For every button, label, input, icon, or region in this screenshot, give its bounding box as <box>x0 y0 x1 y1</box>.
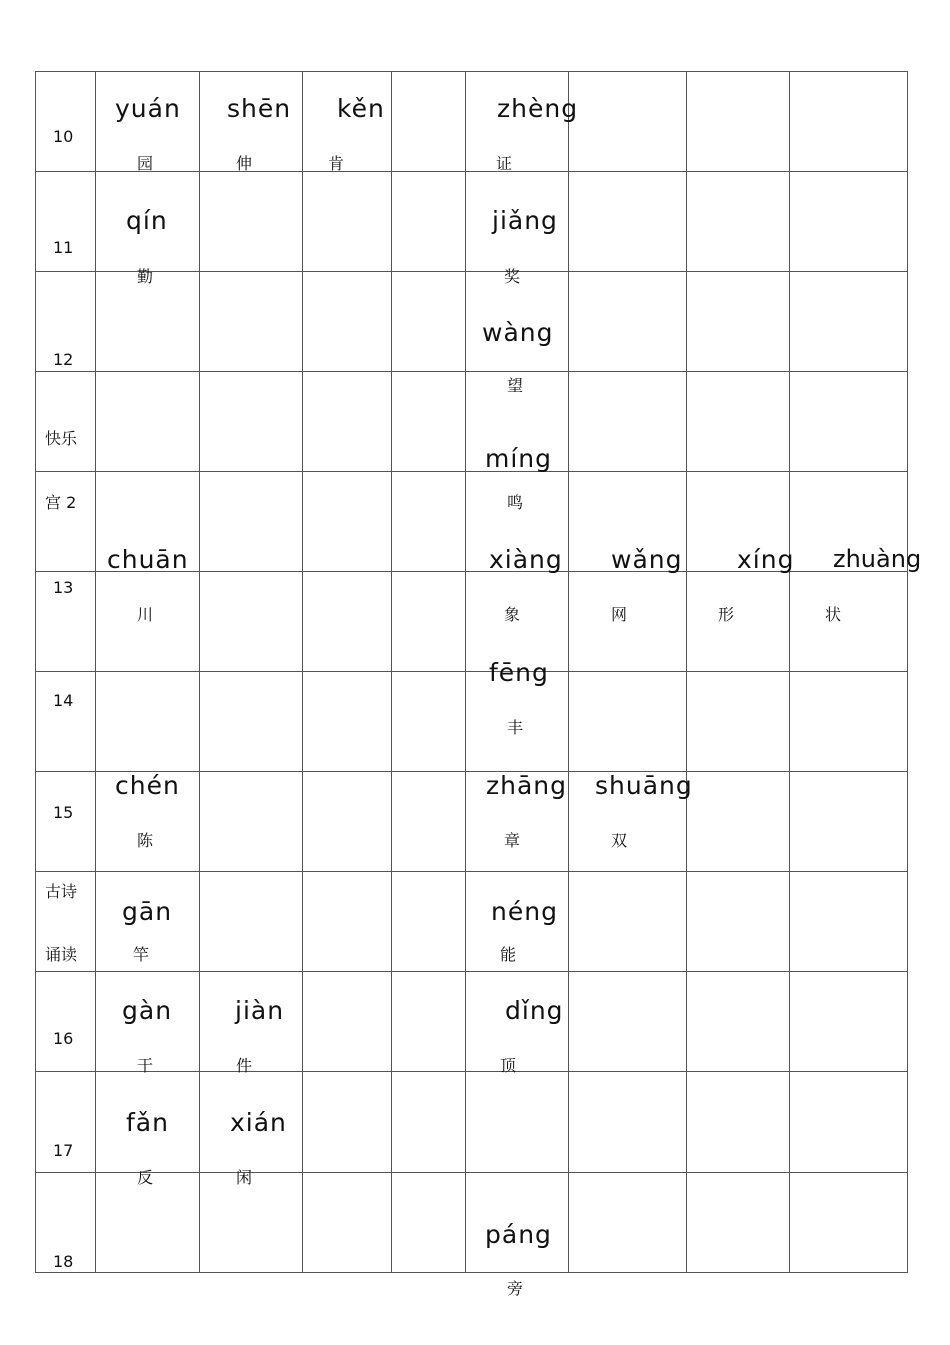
pinyin-text: chén <box>115 771 180 800</box>
hanzi-text: 川 <box>137 605 154 624</box>
hanzi-text: 奖 <box>504 267 521 286</box>
pinyin-text: gàn <box>122 996 173 1025</box>
hanzi-text: 顶 <box>500 1056 517 1075</box>
hanzi-text: 件 <box>236 1056 253 1075</box>
row-label: 16 <box>53 1029 74 1048</box>
grid-line <box>35 471 908 472</box>
hanzi-text: 竿 <box>133 945 150 964</box>
hanzi-text: 双 <box>611 831 628 850</box>
pinyin-text: wàng <box>482 318 554 347</box>
pinyin-text: jiǎng <box>492 206 558 235</box>
hanzi-text: 伸 <box>236 154 253 173</box>
grid-line <box>465 71 466 1273</box>
grid-line <box>686 71 687 1273</box>
row-label: 宫 2 <box>45 493 77 512</box>
grid-line <box>199 71 200 1273</box>
pinyin-text: fēng <box>489 658 549 687</box>
pinyin-text: yuán <box>115 94 181 123</box>
hanzi-text: 象 <box>504 605 521 624</box>
pinyin-text: chuān <box>107 545 189 574</box>
hanzi-text: 丰 <box>507 718 524 737</box>
row-label: 17 <box>53 1141 74 1160</box>
grid-line <box>95 71 96 1273</box>
row-label: 12 <box>53 350 74 369</box>
pinyin-text: kěn <box>337 94 385 123</box>
pinyin-text: xíng <box>737 545 795 574</box>
row-label: 15 <box>53 803 74 822</box>
pinyin-text: gān <box>122 897 173 926</box>
hanzi-text: 鸣 <box>507 493 524 512</box>
row-label: 诵读 <box>45 945 78 964</box>
row-label: 古诗 <box>45 882 78 901</box>
row-label: 13 <box>53 578 74 597</box>
pinyin-text: xiàng <box>489 545 563 574</box>
pinyin-text: páng <box>485 1220 552 1249</box>
hanzi-text: 园 <box>137 154 154 173</box>
hanzi-text: 形 <box>718 605 735 624</box>
hanzi-text: 状 <box>825 605 842 624</box>
hanzi-text: 干 <box>137 1056 154 1075</box>
pinyin-text: zhèng <box>497 94 579 123</box>
grid-line <box>35 971 908 972</box>
grid-line <box>35 371 908 372</box>
row-label: 18 <box>53 1252 74 1271</box>
row-label: 11 <box>53 238 74 257</box>
grid-line <box>391 71 392 1273</box>
pinyin-text: zhuàng <box>833 545 922 573</box>
hanzi-text: 证 <box>496 154 513 173</box>
grid-line <box>35 871 908 872</box>
hanzi-text: 陈 <box>137 831 154 850</box>
pinyin-text: qín <box>126 206 168 235</box>
pinyin-text: fǎn <box>126 1108 169 1137</box>
grid-line <box>789 71 790 1273</box>
hanzi-text: 肯 <box>328 154 345 173</box>
grid-line <box>35 671 908 672</box>
pinyin-text: néng <box>491 897 558 926</box>
grid-line <box>35 1071 908 1072</box>
hanzi-text: 闲 <box>236 1168 253 1187</box>
hanzi-text: 章 <box>504 831 521 850</box>
grid-line <box>35 1172 908 1173</box>
grid-line <box>35 271 908 272</box>
pinyin-text: wǎng <box>611 545 683 574</box>
pinyin-text: zhāng <box>486 771 568 800</box>
pinyin-text: shēn <box>227 94 292 123</box>
grid-line <box>907 71 908 1273</box>
grid-line <box>35 171 908 172</box>
grid-line <box>568 71 569 1273</box>
grid-line <box>302 71 303 1273</box>
grid-line <box>35 71 908 72</box>
row-label: 14 <box>53 691 74 710</box>
hanzi-text: 网 <box>611 605 628 624</box>
pinyin-text: jiàn <box>235 996 285 1025</box>
grid-line <box>35 71 36 1273</box>
hanzi-text: 旁 <box>507 1279 524 1298</box>
pinyin-text: míng <box>485 444 553 473</box>
hanzi-text: 勤 <box>137 267 154 286</box>
pinyin-text: xián <box>230 1108 287 1137</box>
hanzi-text: 反 <box>137 1168 154 1187</box>
pinyin-text: shuāng <box>595 771 693 800</box>
row-label: 10 <box>53 127 74 146</box>
pinyin-text: dǐng <box>505 996 564 1025</box>
hanzi-text: 能 <box>500 945 517 964</box>
grid-line <box>35 1272 908 1273</box>
row-label: 快乐 <box>45 429 78 448</box>
hanzi-text: 望 <box>507 376 524 395</box>
